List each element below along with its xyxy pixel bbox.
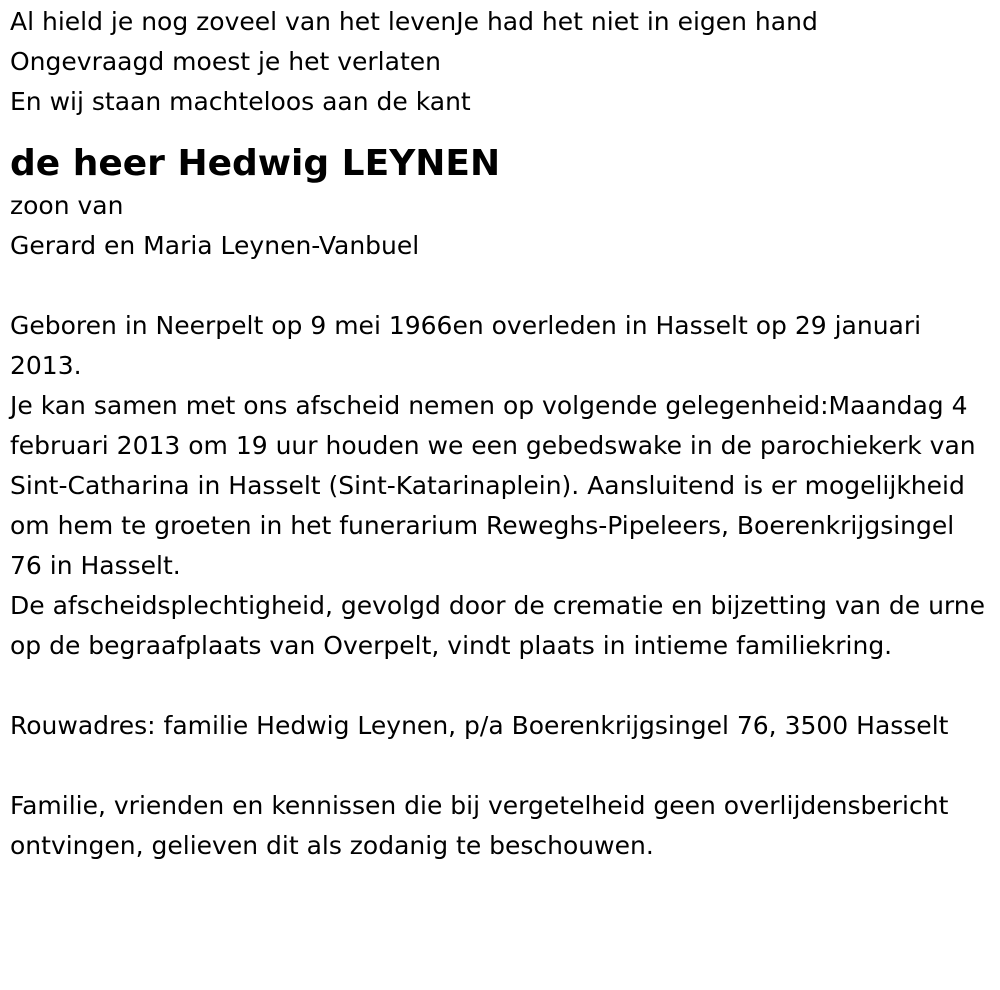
address-paragraph: Rouwadres: familie Hedwig Leynen, p/a Boerenkrijgsingel 76, 3500 Hasselt	[10, 711, 949, 740]
spacer	[10, 746, 986, 786]
poem-line-3: En wij staan machteloos aan de kant	[10, 87, 471, 116]
poem	[10, 2, 986, 122]
birth-death-paragraph: Geboren in Neerpelt op 9 mei 1966en overleden in Hasselt op 29 januari 2013.	[10, 311, 922, 380]
deceased-name: de heer Hedwig LEYNEN	[10, 143, 501, 184]
ceremony-paragraph: De afscheidsplechtigheid, gevolgd door de crematie en bijzetting van de urne op de begraafplaats van Overpelt, vindt plaats in intieme familiekring.	[10, 591, 985, 660]
spacer	[10, 266, 986, 306]
notice-paragraph: Familie, vrienden en kennissen die bij vergetelheid geen overlijdensbericht ontvingen, gelieven dit als zodanig te beschouwen.	[10, 791, 949, 860]
poem-line-1: Al hield je nog zoveel van het levenJe had het niet in eigen hand	[10, 7, 818, 36]
spacer	[10, 666, 986, 706]
farewell-paragraph: Je kan samen met ons afscheid nemen op volgende gelegenheid:Maandag 4 februari 2013 om 19 uur houden we een gebedswake in de parochiekerk van Sint-Catharina in Hasselt (Sint-Katarinaplein). Aansluitend is er mogelijkheid om hem te groeten in het funerarium Reweghs-Pipeleers, Boerenkrijgsingel 76 in Hasselt.	[10, 391, 976, 580]
relation-text: zoon van	[10, 191, 124, 220]
parents-text: Gerard en Maria Leynen-Vanbuel	[10, 231, 420, 260]
poem-line-2: Ongevraagd moest je het verlaten	[10, 47, 441, 76]
